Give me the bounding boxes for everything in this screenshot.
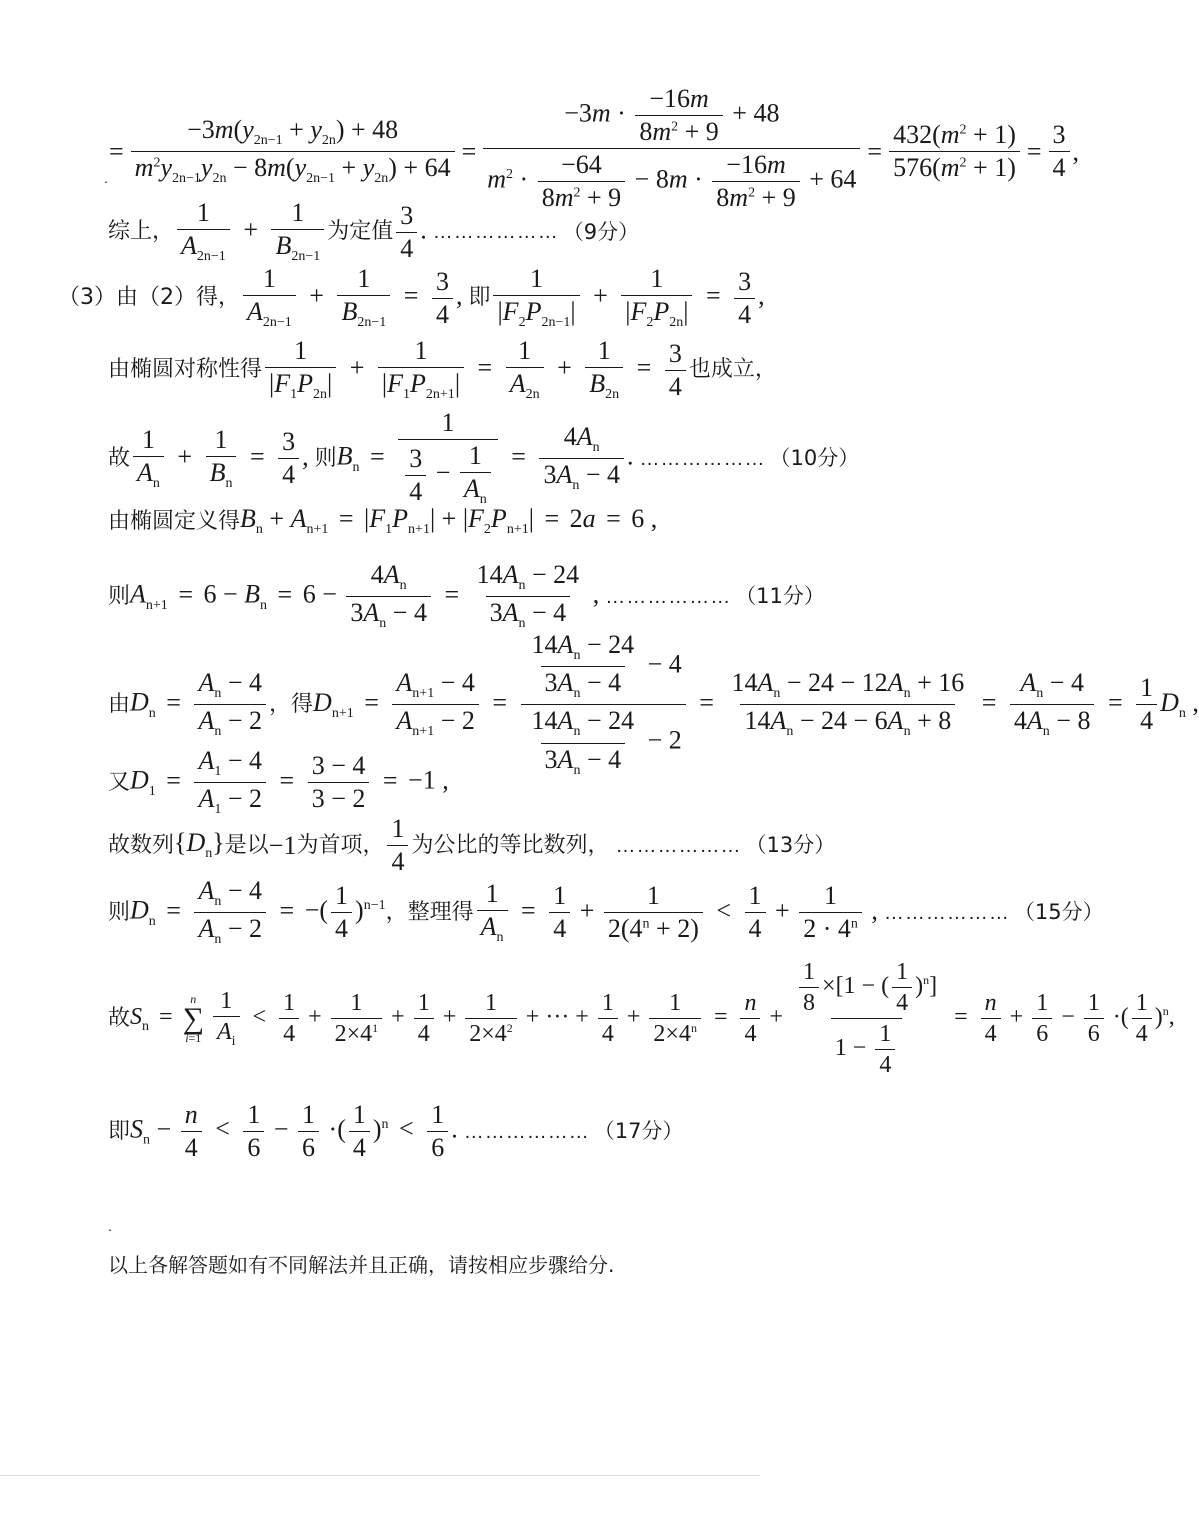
dots-leader: ………………	[605, 585, 732, 608]
geo-seq-line: 故数列 $\{D_n\}$ 是以 −1 为首项， $\frac{1}{4}$ 为公比的等比数列， ……………… （13分）	[108, 814, 836, 876]
points-10: （10分）	[769, 446, 860, 471]
summary-line: 综上， $\frac{1}{A_{2n-1}}$ + $\frac{1}{B_{2n-1}}$ 为定值 $\frac{3}{4}$ . ……………… （9分）	[108, 198, 640, 265]
also-d1-text: 又	[108, 769, 131, 795]
fraction: $\frac{-3m(y_{2n-1} + y_{2n}) + 48}{m^2y_{2n-1}y_{2n} - 8m(y_{2n-1} + y_{2n}) + 64}$	[131, 117, 455, 186]
dot-mark: .	[104, 170, 108, 186]
bottom-rule	[0, 1475, 760, 1476]
geo-seq-text-2: 是以	[224, 832, 269, 858]
symmetry-line: 由椭圆对称性得 $\frac{1}{|F_1P_{2n}|}$ + $\frac{1}{|F_1P_{2n+1}|}$ = $\frac{1}{A_{2n}}$ + $\frac{1}{B_{2n}}$ = $\frac{3}{4}$ 也成立，	[108, 336, 777, 403]
bn-line: 故 $\frac{1}{A_n}$ + $\frac{1}{B_n}$ = $\frac{3}{4}$ , 则 $B_n$ = 1 $\frac{3}{4}$ − $\frac{1}{A_n}$ = $\frac{4A_n}{3A_n - 4}$ . ……………… （10分）	[108, 408, 860, 508]
final-line: 即 $S_n$ − $\frac{n}{4}$ < $\frac{1}{6}$ − $\frac{1}{6}$ ·( $\frac{1}{4}$ )$^n$ < $\frac{1}{6}$ . ……………… （17分）	[108, 1100, 684, 1162]
summary-prefix: 综上，	[108, 219, 175, 245]
points-17: （17分）	[593, 1119, 684, 1143]
dot-mark: .	[108, 1218, 112, 1234]
ellipse-def-line: 由椭圆定义得 $B_n + A_{n+1} = |F_1P_{n+1}| + |F_2P_{n+1}| = 2a = 6$ ,	[108, 504, 658, 538]
dots-leader: ………………	[432, 221, 559, 244]
rearrange-text: ，整理得	[385, 899, 474, 925]
dots-leader: ………………	[883, 901, 1010, 924]
dots-leader: ………………	[463, 1120, 590, 1143]
points-11: （11分）	[735, 584, 825, 609]
points-13: （13分）	[745, 833, 836, 857]
an1-line: 则 $A_{n+1} = 6 - B_n = 6$ − $\frac{4A_n}{3A_n - 4}$ = $\frac{14A_n - 24}{3A_n - 4}$ , ……………… （11分）	[108, 560, 825, 632]
dots-leader: ………………	[639, 447, 766, 470]
points-9: （9分）	[562, 219, 640, 244]
dots-leader: ………………	[615, 834, 742, 857]
d1-line: 又 $D_1$ = $\frac{A_1 - 4}{A_1 - 2}$ = $\frac{3 - 4}{3 - 2}$ = −1 ,	[108, 746, 449, 818]
equation-line-1: = $\frac{-3m(y_{2n-1} + y_{2n}) + 48}{m^2y_{2n-1}y_{2n} - 8m(y_{2n-1} + y_{2n}) + 64}$ = −3m · $\frac{-16m}{8m^2 + 9}$ + 48 $m^2$ · $\frac{-64}{8m^2 + 9}$ − 8m · $\frac{-16m}{8m^2 + 9}$ + 64 = $\frac{432(m^2 + 1)}{576(m^2 + 1)}$ = $\frac{3}{4}$ ,	[109, 84, 1080, 212]
geo-seq-text-3: 为首项，	[296, 832, 385, 858]
then-b-text: 则	[314, 445, 337, 471]
part3-ie: 即	[468, 285, 491, 311]
geo-seq-text-4: 为公比的等比数列，	[411, 832, 610, 858]
geo-seq-text-1: 故数列	[108, 832, 175, 858]
so-s-text: 故	[108, 1005, 131, 1031]
then-text: 则	[108, 899, 131, 925]
points-15: （15分）	[1013, 900, 1104, 925]
get-d-text: ，得	[269, 691, 314, 717]
closing-note: 以上各解答题如有不同解法并且正确，请按相应步骤给分.	[108, 1253, 615, 1277]
dn-line: 由 $D_n$ = $\frac{A_n - 4}{A_n - 2}$ ，得 $D_{n+1}$ = $\frac{A_{n+1} - 4}{A_{n+1} - 2}$ = $\frac{14A_n - 24}{3A_n - 4}$ − 4 $\frac{14A_n - 24}{3A_n - 4}$ − 2 = $\frac{14A_n - 24 - 12A_n + 16}{14A_n - 24 - 6A_n + 8}$ = $\frac{A_n - 4}{4A_n - 8}$ = $\frac{1}{4}$ $D_n$ ,	[108, 630, 1199, 778]
therefore-text: 故	[108, 445, 131, 471]
summary-mid: 为定值	[327, 219, 394, 245]
sn-line: 故 $S_n$ = n ∑ i=1 $\frac{1}{A_i}$ < $\frac{1}{4}$ + $\frac{1}{2\times 4^1}$ + $\frac{1}{4}$ + $\frac{1}{2\times 4^2}$ + ··· + $\frac{1}{4}$ + $\frac{1}{2\times 4^n}$ = $\frac{n}{4}$ + $\frac{1}{8}$ ×[1 − ( $\frac{1}{4}$ )$^n$] 1 − $\frac{1}{4}$ = $\frac{n}{4}$ + $\frac{1}{6}$ − $\frac{1}{6}$ ·( $\frac{1}{4}$ )$^n$,	[108, 959, 1175, 1078]
then-text: 则	[108, 583, 131, 609]
part3-label: （3）由（2）得，	[58, 285, 240, 311]
ie-text: 即	[108, 1118, 131, 1144]
dn-closed-line: 则 $D_n$ = $\frac{A_n - 4}{A_n - 2}$ = −( $\frac{1}{4}$ )$^{n-1}$ ，整理得 $\frac{1}{A_n}$ = $\frac{1}{4}$ + $\frac{1}{2(4^n + 2)}$ < $\frac{1}{4}$ + $\frac{1}{2 \cdot 4^n}$ , ……………… （15分）	[108, 876, 1104, 948]
ellipse-def-text: 由椭圆定义得	[108, 508, 241, 534]
part3-line: （3）由（2）得， $\frac{1}{A_{2n-1}}$ + $\frac{1}{B_{2n-1}}$ = $\frac{3}{4}$ , 即 $\frac{1}{|F_2P_{2n-1}|}$ + $\frac{1}{|F_2P_{2n}|}$ = $\frac{3}{4}$ ,	[58, 264, 765, 331]
fraction: −3m · $\frac{-16m}{8m^2 + 9}$ + 48 $m^2$ · $\frac{-64}{8m^2 + 9}$ − 8m · $\frac{-16m}{8m^2 + 9}$ + 64	[483, 86, 860, 211]
ellipse-sym-text: 由椭圆对称性得	[108, 357, 263, 383]
fraction: $\frac{432(m^2 + 1)}{576(m^2 + 1)}$	[889, 122, 1020, 181]
from-d-text: 由	[108, 691, 131, 717]
also-holds-text: 也成立，	[688, 357, 777, 383]
